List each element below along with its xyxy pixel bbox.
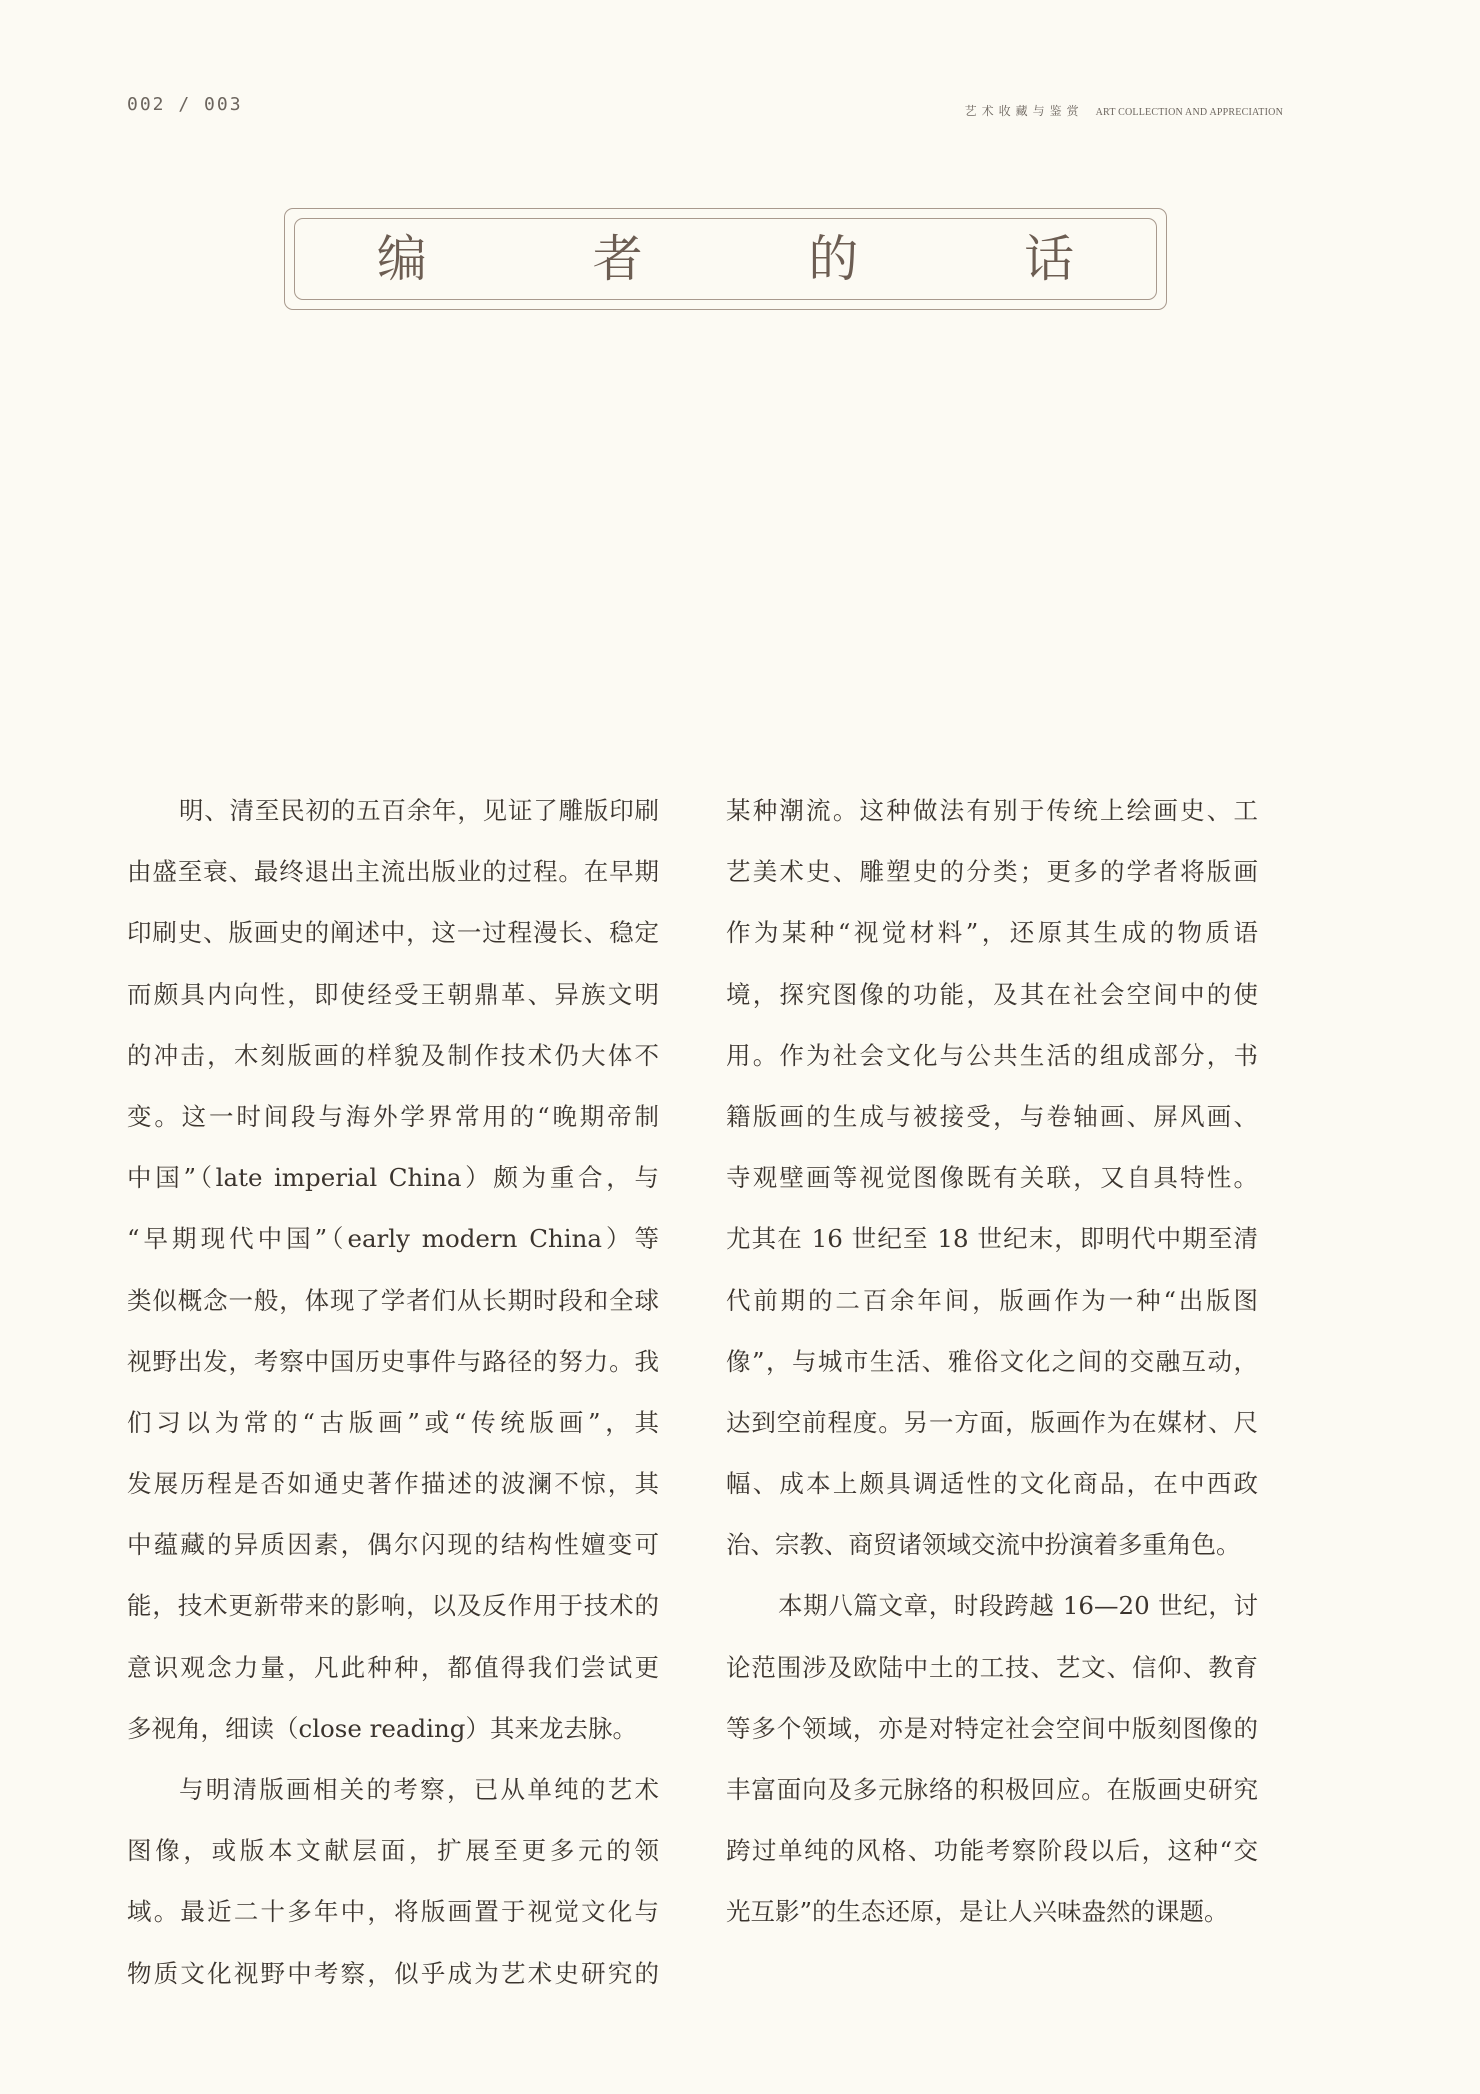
text-line: 光互影”的生态还原，是让人兴味盎然的课题。 xyxy=(726,1897,1229,1927)
text-line: 明、清至民初的五百余年，见证了雕版印刷 xyxy=(179,796,659,825)
text-line: 用。作为社会文化与公共生活的组成部分，书 xyxy=(726,1040,1258,1070)
page-title xyxy=(294,218,1157,300)
text-line: 印刷史、版画史的阐述中，这一过程漫长、稳定 xyxy=(127,918,659,948)
text-line: 代前期的二百余年间，版画作为一种“出版图 xyxy=(726,1285,1258,1315)
text-line: 中蕴藏的异质因素，偶尔闪现的结构性嬗变可 xyxy=(127,1530,659,1560)
text-line: 变。这一时间段与海外学界常用的“晚期帝制 xyxy=(127,1101,659,1131)
text-line: 中国”（late imperial China）颇为重合，与 xyxy=(127,1163,659,1193)
title-char: 编 xyxy=(376,230,427,288)
text-line: 寺观壁画等视觉图像既有关联，又自具特性。 xyxy=(726,1163,1258,1193)
text-line: 丰富面向及多元脉络的积极回应。在版画史研究 xyxy=(726,1775,1258,1804)
text-line: 本期八篇文章，时段跨越 16—20 世纪，讨 xyxy=(778,1591,1258,1621)
text-line: 的冲击，木刻版画的样貌及制作技术仍大体不 xyxy=(127,1040,659,1070)
text-line: 意识观念力量，凡此种种，都值得我们尝试更 xyxy=(127,1652,659,1682)
text-line: 治、宗教、商贸诸领域交流中扮演着多重角色。 xyxy=(726,1530,1241,1560)
text-line: 与明清版画相关的考察，已从单纯的艺术 xyxy=(179,1775,659,1804)
text-line: 们习以为常的“古版画”或“传统版画”，其 xyxy=(127,1407,659,1437)
journal-title-zh: 艺术收藏与鉴赏 xyxy=(964,104,1084,118)
text-line: 籍版画的生成与被接受，与卷轴画、屏风画、 xyxy=(726,1101,1258,1131)
text-line: 境，探究图像的功能，及其在社会空间中的使 xyxy=(726,979,1258,1009)
text-line: 等多个领域，亦是对特定社会空间中版刻图像的 xyxy=(726,1713,1258,1743)
body-column-left xyxy=(127,780,659,2004)
text-line: 艺美术史、雕塑史的分类；更多的学者将版画 xyxy=(726,857,1258,887)
text-line: 域。最近二十多年中，将版画置于视觉文化与 xyxy=(127,1897,659,1927)
title-char: 的 xyxy=(808,230,859,288)
body-column-right xyxy=(726,780,1258,1943)
text-line: 某种潮流。这种做法有别于传统上绘画史、工 xyxy=(726,796,1258,825)
text-line: 尤其在 16 世纪至 18 世纪末，即明代中期至清 xyxy=(726,1224,1258,1254)
text-line: 能，技术更新带来的影响，以及反作用于技术的 xyxy=(127,1591,659,1621)
text-line: 幅、成本上颇具调适性的文化商品，在中西政 xyxy=(726,1469,1258,1499)
text-line: 发展历程是否如通史著作描述的波澜不惊，其 xyxy=(127,1469,659,1499)
title-char: 话 xyxy=(1024,230,1075,288)
journal-title-en: ART COLLECTION AND APPRECIATION xyxy=(1095,107,1283,118)
page-number: 002 / 003 xyxy=(127,94,243,115)
text-line: “早期现代中国”（early modern China）等 xyxy=(127,1224,659,1254)
text-line: 图像，或版本文献层面，扩展至更多元的领 xyxy=(127,1836,659,1866)
text-line: 作为某种“视觉材料”，还原其生成的物质语 xyxy=(726,918,1258,948)
text-line: 物质文化视野中考察，似乎成为艺术史研究的 xyxy=(127,1958,659,1988)
text-line: 视野出发，考察中国历史事件与路径的努力。我 xyxy=(127,1346,659,1376)
text-line: 多视角，细读（close reading）其来龙去脉。 xyxy=(127,1713,637,1743)
running-header xyxy=(965,102,1283,119)
title-char: 者 xyxy=(592,230,643,288)
text-line: 论范围涉及欧陆中土的工技、艺文、信仰、教育 xyxy=(726,1652,1258,1682)
text-line: 达到空前程度。另一方面，版画作为在媒材、尺 xyxy=(726,1407,1258,1437)
text-line: 像”，与城市生活、雅俗文化之间的交融互动， xyxy=(726,1346,1258,1376)
text-line: 由盛至衰、最终退出主流出版业的过程。在早期 xyxy=(127,857,659,887)
text-line: 而颇具内向性，即使经受王朝鼎革、异族文明 xyxy=(127,979,659,1009)
text-line: 类似概念一般，体现了学者们从长期时段和全球 xyxy=(127,1285,659,1315)
text-line: 跨过单纯的风格、功能考察阶段以后，这种“交 xyxy=(726,1836,1258,1866)
